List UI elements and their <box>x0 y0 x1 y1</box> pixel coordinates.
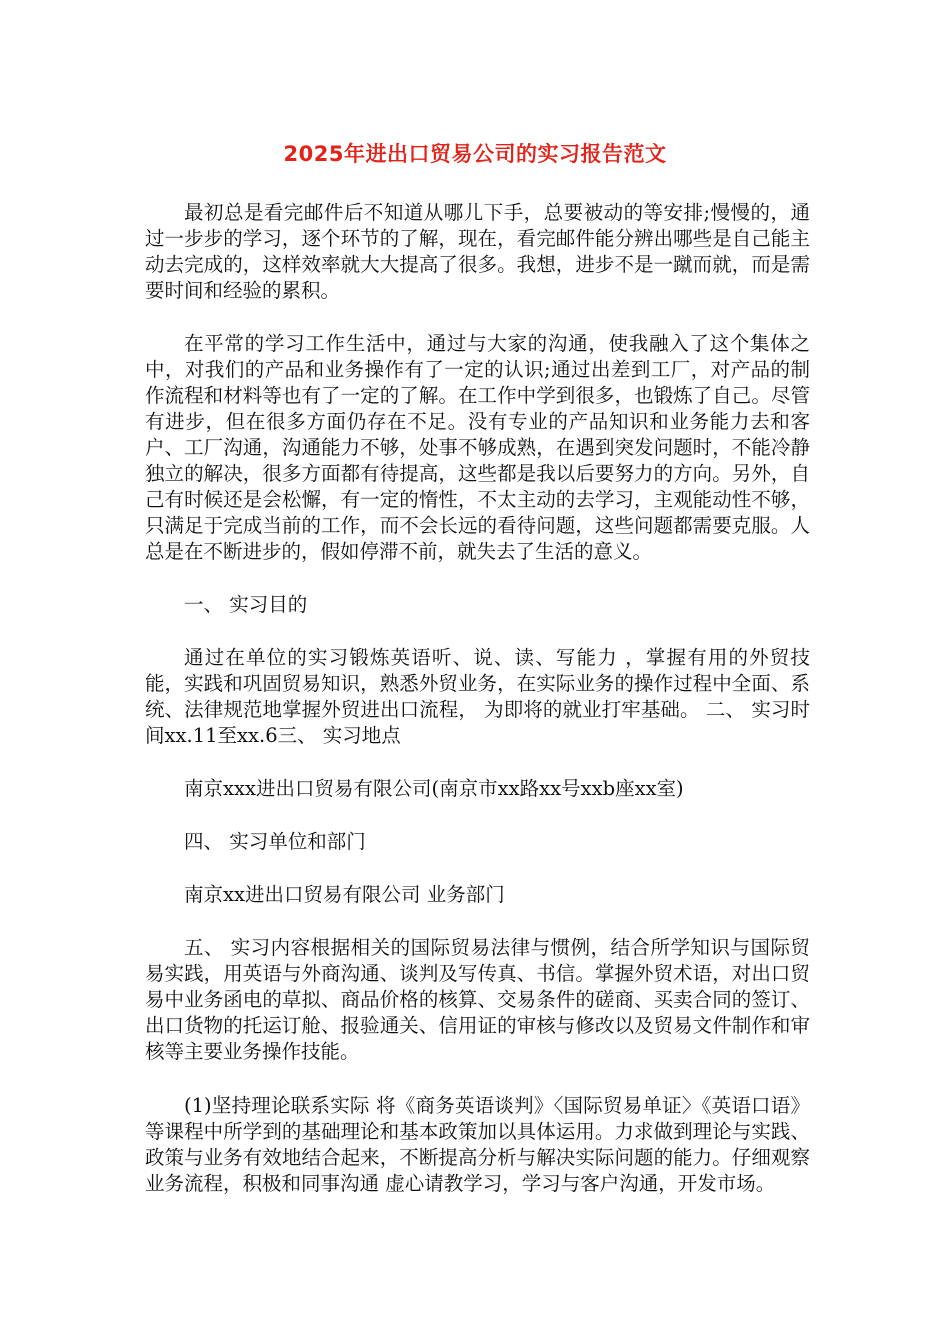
section-heading-purpose: 一、 实习目的 <box>184 593 308 616</box>
paragraph-theory-practice: (1)坚持理论联系实际 将《商务英语谈判》〈国际贸易单证〉《英语口语》等课程中所学到的基础理论和基本政策加以具体运用。力求做到理论与实践、政策与业务有效地结合起来，不断提高分析与解决实际问题的能力。仔细观察业务流程，积极和同事沟通 虚心请教学习，学习与客户沟通，开发市场。 <box>145 1094 810 1195</box>
paragraph-intro: 最初总是看完邮件后不知道从哪儿下手，总要被动的等安排;慢慢的，通过一步步的学习，逐个环节的了解，现在，看完邮件能分辨出哪些是自己能主动去完成的，这样效率就大大提高了很多。我想，进步不是一蹴而就，而是需要时间和经验的累积。 <box>145 201 810 302</box>
document-title: 2025年进出口贸易公司的实习报告范文 <box>283 142 667 166</box>
paragraph-unit: 南京xx进出口贸易有限公司 业务部门 <box>184 883 505 906</box>
paragraph-reflection: 在平常的学习工作生活中，通过与大家的沟通，使我融入了这个集体之中，对我们的产品和业务操作有了一定的认识;通过出差到工厂，对产品的制作流程和材料等也有了一定的了解。在工作中学到很多，也锻炼了自己。尽管有进步，但在很多方面仍存在不足。没有专业的产品知识和业务能力去和客户、工厂沟通，沟通能力不够，处事不够成熟，在遇到突发问题时，不能冷静独立的解决，很多方面都有待提高，这些都是我以后要努力的方向。另外，自己有时候还是会松懈，有一定的惰性，不太主动的去学习，主观能动性不够，只满足于完成当前的工作，而不会长远的看待问题，这些问题都需要克服。人总是在不断进步的，假如停滞不前，就失去了生活的意义。 <box>145 332 810 563</box>
paragraph-content: 五、 实习内容根据相关的国际贸易法律与惯例，结合所学知识与国际贸易实践，用英语与外商沟通、谈判及写传真、书信。掌握外贸术语，对出口贸易中业务函电的草拟、商品价格的核算、交易条件的磋商、买卖合同的签订、出口货物的托运订舱、报验通关、信用证的审核与修改以及贸易文件制作和审核等主要业务操作技能。 <box>145 936 810 1063</box>
section-heading-unit: 四、 实习单位和部门 <box>184 830 366 853</box>
paragraph-location: 南京xxx进出口贸易有限公司(南京市xx路xx号xxb座xx室) <box>184 777 684 800</box>
paragraph-purpose: 通过在单位的实习锻炼英语听、说、读、写能力 ，掌握有用的外贸技能，实践和巩固贸易知识，熟悉外贸业务，在实际业务的操作过程中全面、系统、法律规范地掌握外贸进出口流程， 为即将的就业打牢基础。 二、 实习时间xx.11至xx.6三、 实习地点 <box>145 646 810 747</box>
document-body <box>145 200 810 1224</box>
